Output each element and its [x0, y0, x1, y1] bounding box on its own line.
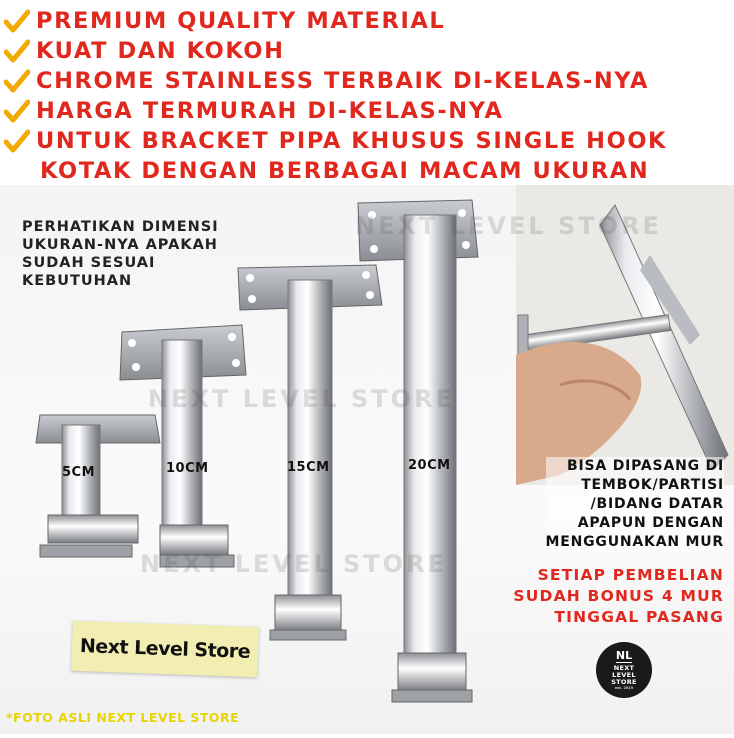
note-line: PERHATIKAN DIMENSI	[22, 219, 219, 235]
logo-line: NEXT	[613, 663, 635, 672]
feature-text: KUAT DAN KOKOH	[36, 38, 285, 64]
dimension-note	[22, 218, 262, 290]
bonus-line: SUDAH BONUS 4 MUR	[513, 587, 724, 605]
feature-text: CHROME STAINLESS TERBAIK DI-KELAS-NYA	[36, 68, 650, 94]
bonus-line: SETIAP PEMBELIAN	[537, 566, 724, 584]
note-line: KEBUTUHAN	[22, 273, 133, 289]
logo-initials: NL	[615, 648, 633, 662]
bracket-5cm	[36, 415, 160, 557]
mounting-line: /BIDANG DATAR	[590, 496, 724, 512]
logo-line: STORE	[611, 677, 637, 686]
bracket-15cm	[238, 265, 382, 640]
logo-line: LEVEL	[612, 670, 636, 679]
mounting-line: TEMBOK/PARTISI	[581, 477, 724, 493]
watermark-middle: NEXT LEVEL STORE	[148, 385, 455, 413]
photo-disclaimer: *FOTO ASLI NEXT LEVEL STORE	[6, 710, 240, 725]
check-icon	[4, 69, 30, 93]
feature-item	[4, 38, 285, 64]
feature-text: HARGA TERMURAH DI-KELAS-NYA	[36, 98, 504, 124]
store-logo	[596, 642, 652, 698]
logo-est: est. 2019	[614, 685, 634, 690]
feature-item	[4, 98, 503, 124]
feature-text-continuation: KOTAK DENGAN BERBAGAI MACAM UKURAN	[40, 158, 650, 184]
watermark-bottom: NEXT LEVEL STORE	[140, 550, 447, 578]
mounting-info	[546, 457, 724, 552]
feature-item	[4, 68, 649, 94]
feature-item	[4, 8, 445, 34]
store-sticker	[71, 621, 259, 677]
bonus-line: TINGGAL PASANG	[554, 608, 724, 626]
check-icon	[4, 99, 30, 123]
sticker-text: Next Level Store	[79, 635, 251, 663]
feature-text: PREMIUM QUALITY MATERIAL	[36, 8, 446, 34]
mounting-line: BISA DIPASANG DI	[567, 458, 724, 474]
note-line: SUDAH SESUAI	[22, 255, 156, 271]
watermark-top: NEXT LEVEL STORE	[355, 212, 662, 240]
size-label-10cm: 10CM	[166, 461, 209, 476]
bonus-info	[513, 565, 724, 628]
mounting-line: MENGGUNAKAN MUR	[545, 534, 724, 550]
feature-item	[4, 128, 667, 154]
feature-text: UNTUK BRACKET PIPA KHUSUS SINGLE HOOK	[36, 128, 668, 154]
size-label-5cm: 5CM	[62, 465, 96, 480]
mounting-line: APAPUN DENGAN	[577, 515, 724, 531]
size-label-15cm: 15CM	[287, 460, 330, 475]
check-icon	[4, 9, 30, 33]
check-icon	[4, 129, 30, 153]
feature-header	[0, 0, 734, 185]
note-line: UKURAN-NYA APAKAH	[22, 237, 218, 253]
size-label-20cm: 20CM	[408, 458, 451, 473]
check-icon	[4, 39, 30, 63]
bracket-10cm	[120, 325, 246, 567]
